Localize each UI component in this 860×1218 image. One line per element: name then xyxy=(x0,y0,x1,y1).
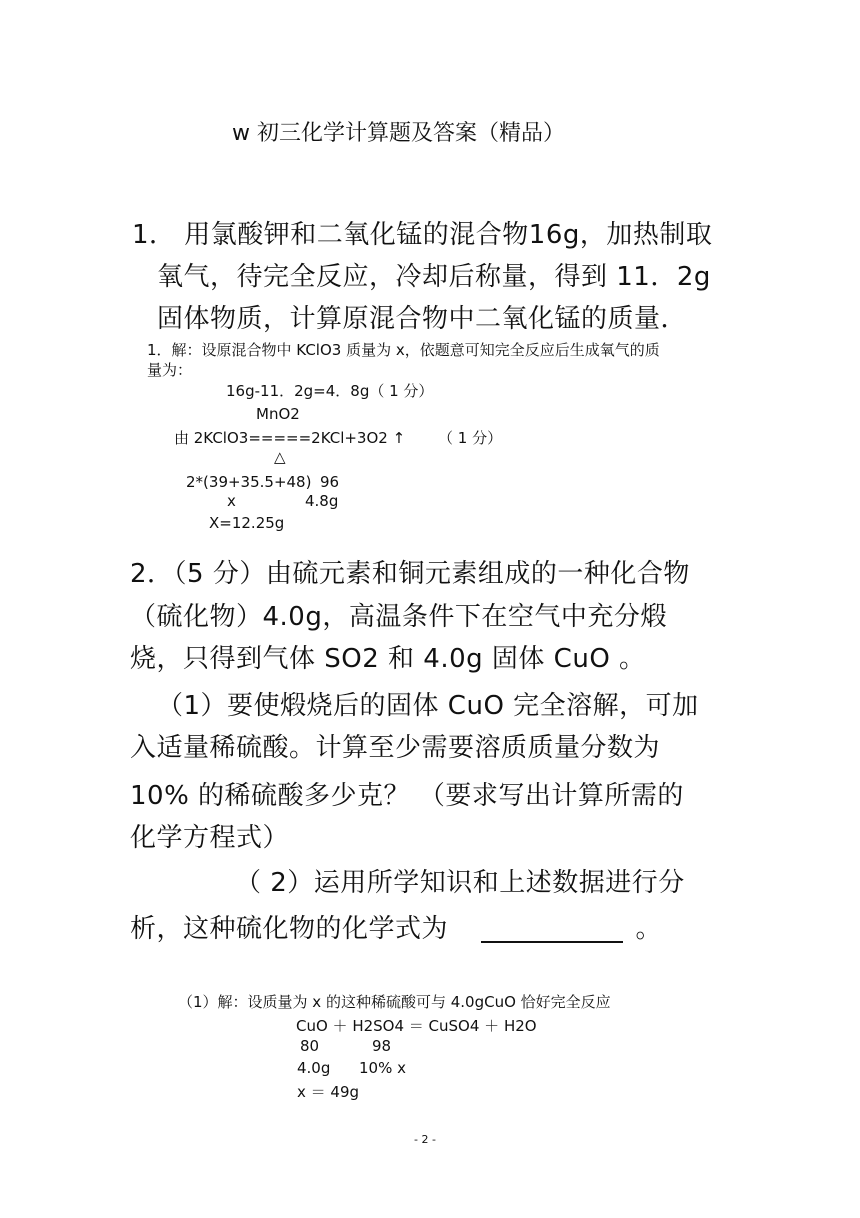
q2-part2-line-1: （ 2）运用所学知识和上述数据进行分 xyxy=(235,868,685,898)
q1-result: X=12.25g xyxy=(209,514,285,532)
q2-part2-end-mark: 。 xyxy=(635,914,663,944)
q1-mass-ratio-right: 96 xyxy=(320,473,340,491)
q1-unknown-right: 4.8g xyxy=(305,492,339,510)
q1-catalyst: MnO2 xyxy=(256,405,300,423)
q1-line-2: 氧气，待完全反应，冷却后称量，得到 11．2g xyxy=(157,262,711,292)
q1-mass-ratio-left: 2*(39+35.5+48) xyxy=(186,473,312,491)
q1-solution-line-2: 量为： xyxy=(147,361,193,379)
q2-given-left: 4.0g xyxy=(297,1059,331,1077)
q2-result: x ＝ 49g xyxy=(297,1083,360,1101)
q2-part1-line-2: 入适量稀硫酸。计算至少需要溶质质量分数为 xyxy=(130,733,661,763)
q2-part2-question-text: 析，这种硫化物的化学式为 xyxy=(130,914,449,944)
answer-blank xyxy=(481,941,623,943)
q2-given-right: 10% x xyxy=(359,1059,406,1077)
q1-oxygen-mass: 16g-11．2g=4．8g（ 1 分） xyxy=(226,382,434,400)
q1-line-3: 固体物质，计算原混合物中二氧化锰的质量． xyxy=(157,304,688,334)
q2-solution-line-1: （1）解：设质量为 x 的这种稀硫酸可与 4.0gCuO 恰好完全反应 xyxy=(178,993,611,1011)
q2-part1-line-4: 化学方程式） xyxy=(130,823,290,853)
q2-line-1: 2．（5 分）由硫元素和铜元素组成的一种化合物 xyxy=(130,559,690,589)
q1-equation-score: （ 1 分） xyxy=(438,429,503,447)
q2-line-3: 烧，只得到气体 SO2 和 4.0g 固体 CuO 。 xyxy=(130,644,646,674)
q2-ratio-right: 98 xyxy=(372,1037,392,1055)
q2-part1-line-3: 10% 的稀硫酸多少克？ （要求写出计算所需的 xyxy=(130,781,684,811)
q2-ratio-left: 80 xyxy=(300,1037,320,1055)
q2-line-2: （硫化物）4.0g，高温条件下在空气中充分煅 xyxy=(130,602,667,632)
q2-part2-line-2 xyxy=(130,908,662,945)
q1-equation: 由 2KClO3=====2KCl+3O2 ↑ xyxy=(174,429,406,447)
heat-symbol: △ xyxy=(274,448,286,466)
q1-line-1: 1． 用氯酸钾和二氧化锰的混合物16g，加热制取 xyxy=(132,220,713,250)
document-title: w 初三化学计算题及答案（精品） xyxy=(232,121,565,146)
q1-unknown-left: x xyxy=(227,492,236,510)
q2-part1-line-1: （1）要使煅烧后的固体 CuO 完全溶解，可加 xyxy=(157,691,699,721)
q1-solution-line-1: 1．解：设原混合物中 KClO3 质量为 x，依题意可知完全反应后生成氧气的质 xyxy=(147,341,660,359)
q2-equation: CuO ＋ H2SO4 ＝ CuSO4 ＋ H2O xyxy=(296,1017,537,1035)
page-number: - 2 - xyxy=(414,1133,436,1146)
